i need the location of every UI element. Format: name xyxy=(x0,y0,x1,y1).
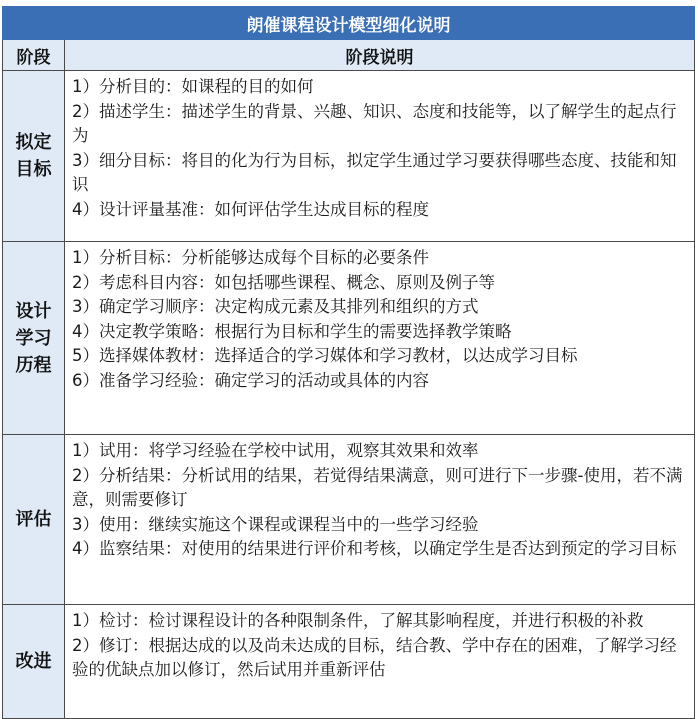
description-item: 4）决定教学策略：根据行为目标和学生的需要选择教学策略 xyxy=(72,321,512,341)
stage-label xyxy=(3,242,65,435)
stage-header: 阶段 xyxy=(3,40,65,71)
description-item: 1）分析目标：分析能够达成每个目标的必要条件 xyxy=(72,248,429,267)
stage-label-line: 拟定 xyxy=(15,132,52,153)
stage-row-design-process xyxy=(3,242,695,435)
stage-description xyxy=(65,435,695,605)
stage-row-evaluate xyxy=(3,435,695,605)
description-item: 4）监察结果：对使用的结果进行评价和考核，以确定学生是否达到预定的学习目标 xyxy=(72,539,677,559)
stage-label-line: 评估 xyxy=(15,509,52,530)
description-item: 1）检讨：检讨课程设计的各种限制条件，了解其影响程度，并进行积极的补救 xyxy=(72,611,644,630)
stage-label-line: 历程 xyxy=(15,354,52,376)
description-item: 2）修订：根据达成的以及尚未达成的目标，结合教、学中存在的困难，了解学习经验的优缺点加以修订，然后试用并重新评估 xyxy=(72,635,677,680)
description-item: 6）准备学习经验：确定学习的活动或具体的内容 xyxy=(72,370,429,390)
stage-description xyxy=(65,242,695,435)
stage-label-line: 设计 xyxy=(15,300,52,322)
description-item: 3）确定学习顺序：决定构成元素及其排列和组织的方式 xyxy=(72,297,479,317)
description-item: 2）分析结果：分析试用的结果，若觉得结果满意，则可进行下一步骤-使用，若不满意，则需要修订 xyxy=(72,465,683,510)
stage-row-define-goals xyxy=(3,71,695,242)
stage-label xyxy=(3,605,65,719)
description-item: 2）考虑科目内容：如包括哪些课程、概念、原则及例子等 xyxy=(72,272,495,292)
description-item: 5）选择媒体教材：选择适合的学习媒体和学习教材，以达成学习目标 xyxy=(72,346,578,366)
description-item: 3）使用：继续实施这个课程或课程当中的一些学习经验 xyxy=(72,514,479,534)
header-row xyxy=(3,40,695,71)
description-item: 3）细分目标：将目的化为行为目标，拟定学生通过学习要获得哪些态度、技能和知识 xyxy=(72,150,677,195)
model-detail-table xyxy=(2,6,695,719)
description-item: 2）描述学生：描述学生的背景、兴趣、知识、态度和技能等，以了解学生的起点行为 xyxy=(72,101,677,146)
stage-label xyxy=(3,71,65,242)
description-item: 1）试用：将学习经验在学校中试用，观察其效果和效率 xyxy=(72,441,479,460)
table-title: 朗催课程设计模型细化说明 xyxy=(3,7,695,40)
stage-description xyxy=(65,605,695,719)
stage-row-improve xyxy=(3,605,695,719)
stage-label-line: 目标 xyxy=(15,159,52,180)
stage-label-line: 改进 xyxy=(15,651,52,672)
stage-label-line: 学习 xyxy=(15,327,52,349)
description-item: 4）设计评量基准：如何评估学生达成目标的程度 xyxy=(72,199,429,219)
description-item: 1）分析目的：如课程的目的如何 xyxy=(72,77,314,96)
stage-description xyxy=(65,71,695,242)
stage-label xyxy=(3,435,65,605)
description-header: 阶段说明 xyxy=(65,40,695,71)
